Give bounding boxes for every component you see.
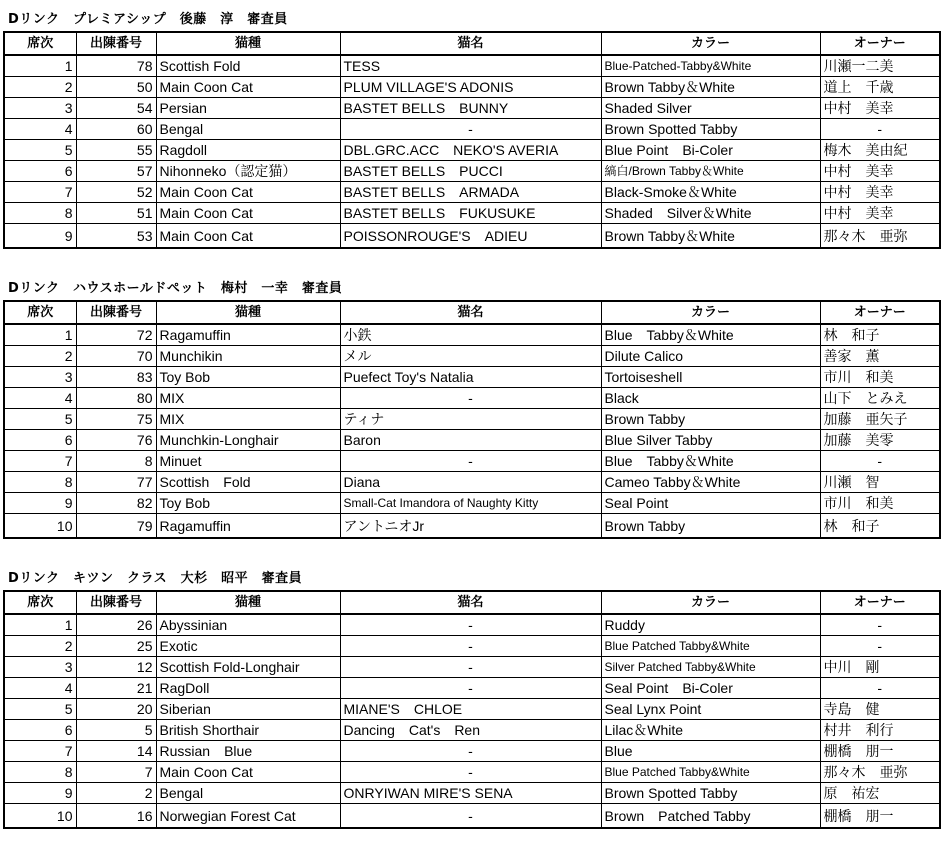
color-cell: Lilac＆White <box>601 720 820 741</box>
entry-cell: 72 <box>76 324 156 346</box>
section-title: Dリンク キツン クラス 大杉 昭平 審査員 <box>8 571 303 586</box>
table-row <box>4 451 940 472</box>
table-row <box>4 119 940 140</box>
seat-cell: 1 <box>4 324 76 346</box>
owner-cell: 加藤 亜矢子 <box>820 409 940 430</box>
entry-cell: 79 <box>76 514 156 539</box>
owner-cell: 林 和子 <box>820 324 940 346</box>
name-cell: Dancing Cat's Ren <box>340 720 601 741</box>
seat-cell: 8 <box>4 203 76 224</box>
entry-cell: 14 <box>76 741 156 762</box>
breed-cell: Scottish Fold <box>156 55 340 77</box>
seat-cell: 5 <box>4 699 76 720</box>
owner-cell: 市川 和美 <box>820 367 940 388</box>
color-cell: Black-Smoke＆White <box>601 182 820 203</box>
name-cell: - <box>340 657 601 678</box>
owner-cell: 山下 とみえ <box>820 388 940 409</box>
color-cell: Seal Point <box>601 493 820 514</box>
color-cell: Brown Patched Tabby <box>601 804 820 829</box>
owner-cell: 中村 美幸 <box>820 161 940 182</box>
col-owner-header: オーナー <box>820 32 940 55</box>
entry-cell: 52 <box>76 182 156 203</box>
table-row <box>4 804 940 829</box>
entry-cell: 26 <box>76 614 156 636</box>
color-cell: Blue Tabby＆White <box>601 451 820 472</box>
color-cell: Blue Patched Tabby&White <box>601 762 820 783</box>
seat-cell: 3 <box>4 367 76 388</box>
color-cell: Brown Tabby＆White <box>601 224 820 249</box>
table-row <box>4 98 940 119</box>
color-cell: Brown Tabby＆White <box>601 77 820 98</box>
col-breed-header: 猫種 <box>156 32 340 55</box>
seat-cell: 8 <box>4 762 76 783</box>
header-row <box>4 591 940 614</box>
seat-cell: 9 <box>4 493 76 514</box>
table-row <box>4 161 940 182</box>
owner-cell: 寺島 健 <box>820 699 940 720</box>
seat-cell: 7 <box>4 741 76 762</box>
table-row <box>4 55 940 77</box>
col-name-header: 猫名 <box>340 301 601 324</box>
color-cell: Blue Point Bi-Coler <box>601 140 820 161</box>
table-row <box>4 514 940 539</box>
owner-cell: - <box>820 636 940 657</box>
seat-cell: 5 <box>4 140 76 161</box>
owner-cell: - <box>820 119 940 140</box>
table-row <box>4 678 940 699</box>
breed-cell: Ragamuffin <box>156 324 340 346</box>
table-row <box>4 430 940 451</box>
breed-cell: Scottish Fold <box>156 472 340 493</box>
entry-cell: 78 <box>76 55 156 77</box>
entry-cell: 7 <box>76 762 156 783</box>
breed-cell: Exotic <box>156 636 340 657</box>
color-cell: Brown Spotted Tabby <box>601 119 820 140</box>
table-row <box>4 367 940 388</box>
entry-cell: 50 <box>76 77 156 98</box>
entry-cell: 51 <box>76 203 156 224</box>
table-row <box>4 783 940 804</box>
seat-cell: 7 <box>4 182 76 203</box>
breed-cell: Nihonneko（認定猫） <box>156 161 340 182</box>
name-cell: メル <box>340 346 601 367</box>
name-cell: - <box>340 678 601 699</box>
entry-cell: 16 <box>76 804 156 829</box>
name-cell: - <box>340 451 601 472</box>
col-color-header: カラー <box>601 591 820 614</box>
owner-cell: 村井 利行 <box>820 720 940 741</box>
entry-cell: 55 <box>76 140 156 161</box>
col-seat-header: 席次 <box>4 301 76 324</box>
entry-cell: 60 <box>76 119 156 140</box>
name-cell: DBL.GRC.ACC NEKO'S AVERIA <box>340 140 601 161</box>
table-row <box>4 140 940 161</box>
seat-cell: 9 <box>4 224 76 249</box>
breed-cell: Norwegian Forest Cat <box>156 804 340 829</box>
table-row <box>4 657 940 678</box>
col-color-header: カラー <box>601 32 820 55</box>
owner-cell: 中川 剛 <box>820 657 940 678</box>
col-owner-header: オーナー <box>820 301 940 324</box>
seat-cell: 4 <box>4 678 76 699</box>
breed-cell: Bengal <box>156 783 340 804</box>
name-cell: Small-Cat Imandora of Naughty Kitty <box>340 493 601 514</box>
color-cell: Seal Point Bi-Coler <box>601 678 820 699</box>
table-row <box>4 324 940 346</box>
name-cell: ONRYIWAN MIRE'S SENA <box>340 783 601 804</box>
entry-cell: 8 <box>76 451 156 472</box>
color-cell: Dilute Calico <box>601 346 820 367</box>
breed-cell: Main Coon Cat <box>156 224 340 249</box>
breed-cell: Abyssinian <box>156 614 340 636</box>
color-cell: Blue-Patched-Tabby&White <box>601 55 820 77</box>
breed-cell: Toy Bob <box>156 493 340 514</box>
owner-cell: 梅木 美由紀 <box>820 140 940 161</box>
color-cell: Brown Tabby <box>601 409 820 430</box>
entry-cell: 76 <box>76 430 156 451</box>
table-row <box>4 77 940 98</box>
entry-cell: 53 <box>76 224 156 249</box>
seat-cell: 10 <box>4 804 76 829</box>
col-entry-header: 出陳番号 <box>76 301 156 324</box>
name-cell: - <box>340 614 601 636</box>
breed-cell: Main Coon Cat <box>156 203 340 224</box>
color-cell: Shaded Silver <box>601 98 820 119</box>
col-entry-header: 出陳番号 <box>76 591 156 614</box>
owner-cell: 中村 美幸 <box>820 203 940 224</box>
color-cell: Brown Tabby <box>601 514 820 539</box>
color-cell: Seal Lynx Point <box>601 699 820 720</box>
table-row <box>4 346 940 367</box>
seat-cell: 10 <box>4 514 76 539</box>
name-cell: - <box>340 741 601 762</box>
color-cell: Tortoiseshell <box>601 367 820 388</box>
owner-cell: - <box>820 614 940 636</box>
owner-cell: 那々木 亜弥 <box>820 224 940 249</box>
name-cell: 小鉄 <box>340 324 601 346</box>
entry-cell: 82 <box>76 493 156 514</box>
entry-cell: 57 <box>76 161 156 182</box>
seat-cell: 2 <box>4 346 76 367</box>
seat-cell: 8 <box>4 472 76 493</box>
breed-cell: Main Coon Cat <box>156 182 340 203</box>
seat-cell: 1 <box>4 614 76 636</box>
breed-cell: Persian <box>156 98 340 119</box>
owner-cell: 棚橋 朋一 <box>820 741 940 762</box>
owner-cell: 加藤 美零 <box>820 430 940 451</box>
owner-cell: 善家 薫 <box>820 346 940 367</box>
color-cell: Blue Silver Tabby <box>601 430 820 451</box>
col-breed-header: 猫種 <box>156 591 340 614</box>
owner-cell: 林 和子 <box>820 514 940 539</box>
breed-cell: Main Coon Cat <box>156 77 340 98</box>
color-cell: Blue Patched Tabby&White <box>601 636 820 657</box>
owner-cell: 市川 和美 <box>820 493 940 514</box>
name-cell: - <box>340 762 601 783</box>
table-row <box>4 762 940 783</box>
color-cell: Blue Tabby＆White <box>601 324 820 346</box>
section-title: Dリンク ハウスホールドペット 梅村 一幸 審査員 <box>8 281 343 296</box>
table-row <box>4 720 940 741</box>
owner-cell: 川瀬一二美 <box>820 55 940 77</box>
breed-cell: Munchikin <box>156 346 340 367</box>
entry-cell: 80 <box>76 388 156 409</box>
owner-cell: 川瀬 智 <box>820 472 940 493</box>
col-name-header: 猫名 <box>340 591 601 614</box>
seat-cell: 7 <box>4 451 76 472</box>
table-row <box>4 388 940 409</box>
header-row <box>4 32 940 55</box>
breed-cell: RagDoll <box>156 678 340 699</box>
entry-cell: 77 <box>76 472 156 493</box>
seat-cell: 3 <box>4 98 76 119</box>
owner-cell: 原 祐宏 <box>820 783 940 804</box>
owner-cell: 中村 美幸 <box>820 182 940 203</box>
seat-cell: 6 <box>4 430 76 451</box>
entry-cell: 21 <box>76 678 156 699</box>
breed-cell: Munchkin-Longhair <box>156 430 340 451</box>
seat-cell: 3 <box>4 657 76 678</box>
owner-cell: 那々木 亜弥 <box>820 762 940 783</box>
entry-cell: 2 <box>76 783 156 804</box>
seat-cell: 1 <box>4 55 76 77</box>
color-cell: Blue <box>601 741 820 762</box>
color-cell: Cameo Tabby＆White <box>601 472 820 493</box>
entry-cell: 25 <box>76 636 156 657</box>
seat-cell: 2 <box>4 636 76 657</box>
entry-cell: 83 <box>76 367 156 388</box>
breed-cell: Ragamuffin <box>156 514 340 539</box>
table-row <box>4 493 940 514</box>
results-table <box>3 300 941 539</box>
color-cell: 縞白/Brown Tabby＆White <box>601 161 820 182</box>
owner-cell: - <box>820 678 940 699</box>
col-seat-header: 席次 <box>4 32 76 55</box>
col-entry-header: 出陳番号 <box>76 32 156 55</box>
table-row <box>4 409 940 430</box>
color-cell: Black <box>601 388 820 409</box>
breed-cell: Bengal <box>156 119 340 140</box>
breed-cell: Main Coon Cat <box>156 762 340 783</box>
breed-cell: MIX <box>156 388 340 409</box>
name-cell: BASTET BELLS BUNNY <box>340 98 601 119</box>
seat-cell: 2 <box>4 77 76 98</box>
seat-cell: 6 <box>4 720 76 741</box>
breed-cell: Siberian <box>156 699 340 720</box>
header-row <box>4 301 940 324</box>
col-owner-header: オーナー <box>820 591 940 614</box>
color-cell: Brown Spotted Tabby <box>601 783 820 804</box>
owner-cell: - <box>820 451 940 472</box>
name-cell: POISSONROUGE'S ADIEU <box>340 224 601 249</box>
name-cell: Puefect Toy's Natalia <box>340 367 601 388</box>
name-cell: BASTET BELLS ARMADA <box>340 182 601 203</box>
table-row <box>4 614 940 636</box>
name-cell: - <box>340 804 601 829</box>
owner-cell: 道上 千歳 <box>820 77 940 98</box>
name-cell: Diana <box>340 472 601 493</box>
name-cell: TESS <box>340 55 601 77</box>
entry-cell: 75 <box>76 409 156 430</box>
table-row <box>4 741 940 762</box>
breed-cell: Minuet <box>156 451 340 472</box>
results-table <box>3 31 941 249</box>
name-cell: アントニオJr <box>340 514 601 539</box>
name-cell: PLUM VILLAGE'S ADONIS <box>340 77 601 98</box>
entry-cell: 54 <box>76 98 156 119</box>
col-name-header: 猫名 <box>340 32 601 55</box>
name-cell: - <box>340 636 601 657</box>
name-cell: Baron <box>340 430 601 451</box>
seat-cell: 4 <box>4 119 76 140</box>
entry-cell: 20 <box>76 699 156 720</box>
breed-cell: Ragdoll <box>156 140 340 161</box>
seat-cell: 5 <box>4 409 76 430</box>
seat-cell: 6 <box>4 161 76 182</box>
seat-cell: 9 <box>4 783 76 804</box>
color-cell: Ruddy <box>601 614 820 636</box>
name-cell: BASTET BELLS PUCCI <box>340 161 601 182</box>
table-row <box>4 182 940 203</box>
name-cell: - <box>340 119 601 140</box>
table-row <box>4 472 940 493</box>
entry-cell: 70 <box>76 346 156 367</box>
breed-cell: Toy Bob <box>156 367 340 388</box>
results-table <box>3 590 941 829</box>
breed-cell: MIX <box>156 409 340 430</box>
color-cell: Shaded Silver＆White <box>601 203 820 224</box>
owner-cell: 中村 美幸 <box>820 98 940 119</box>
section-title: Dリンク プレミアシップ 後藤 淳 審査員 <box>8 12 288 27</box>
table-row <box>4 224 940 249</box>
breed-cell: Scottish Fold-Longhair <box>156 657 340 678</box>
entry-cell: 12 <box>76 657 156 678</box>
seat-cell: 4 <box>4 388 76 409</box>
name-cell: MIANE'S CHLOE <box>340 699 601 720</box>
col-color-header: カラー <box>601 301 820 324</box>
name-cell: BASTET BELLS FUKUSUKE <box>340 203 601 224</box>
breed-cell: British Shorthair <box>156 720 340 741</box>
name-cell: - <box>340 388 601 409</box>
owner-cell: 棚橋 朋一 <box>820 804 940 829</box>
col-breed-header: 猫種 <box>156 301 340 324</box>
breed-cell: Russian Blue <box>156 741 340 762</box>
name-cell: ティナ <box>340 409 601 430</box>
col-seat-header: 席次 <box>4 591 76 614</box>
table-row <box>4 636 940 657</box>
table-row <box>4 699 940 720</box>
entry-cell: 5 <box>76 720 156 741</box>
table-row <box>4 203 940 224</box>
color-cell: Silver Patched Tabby&White <box>601 657 820 678</box>
